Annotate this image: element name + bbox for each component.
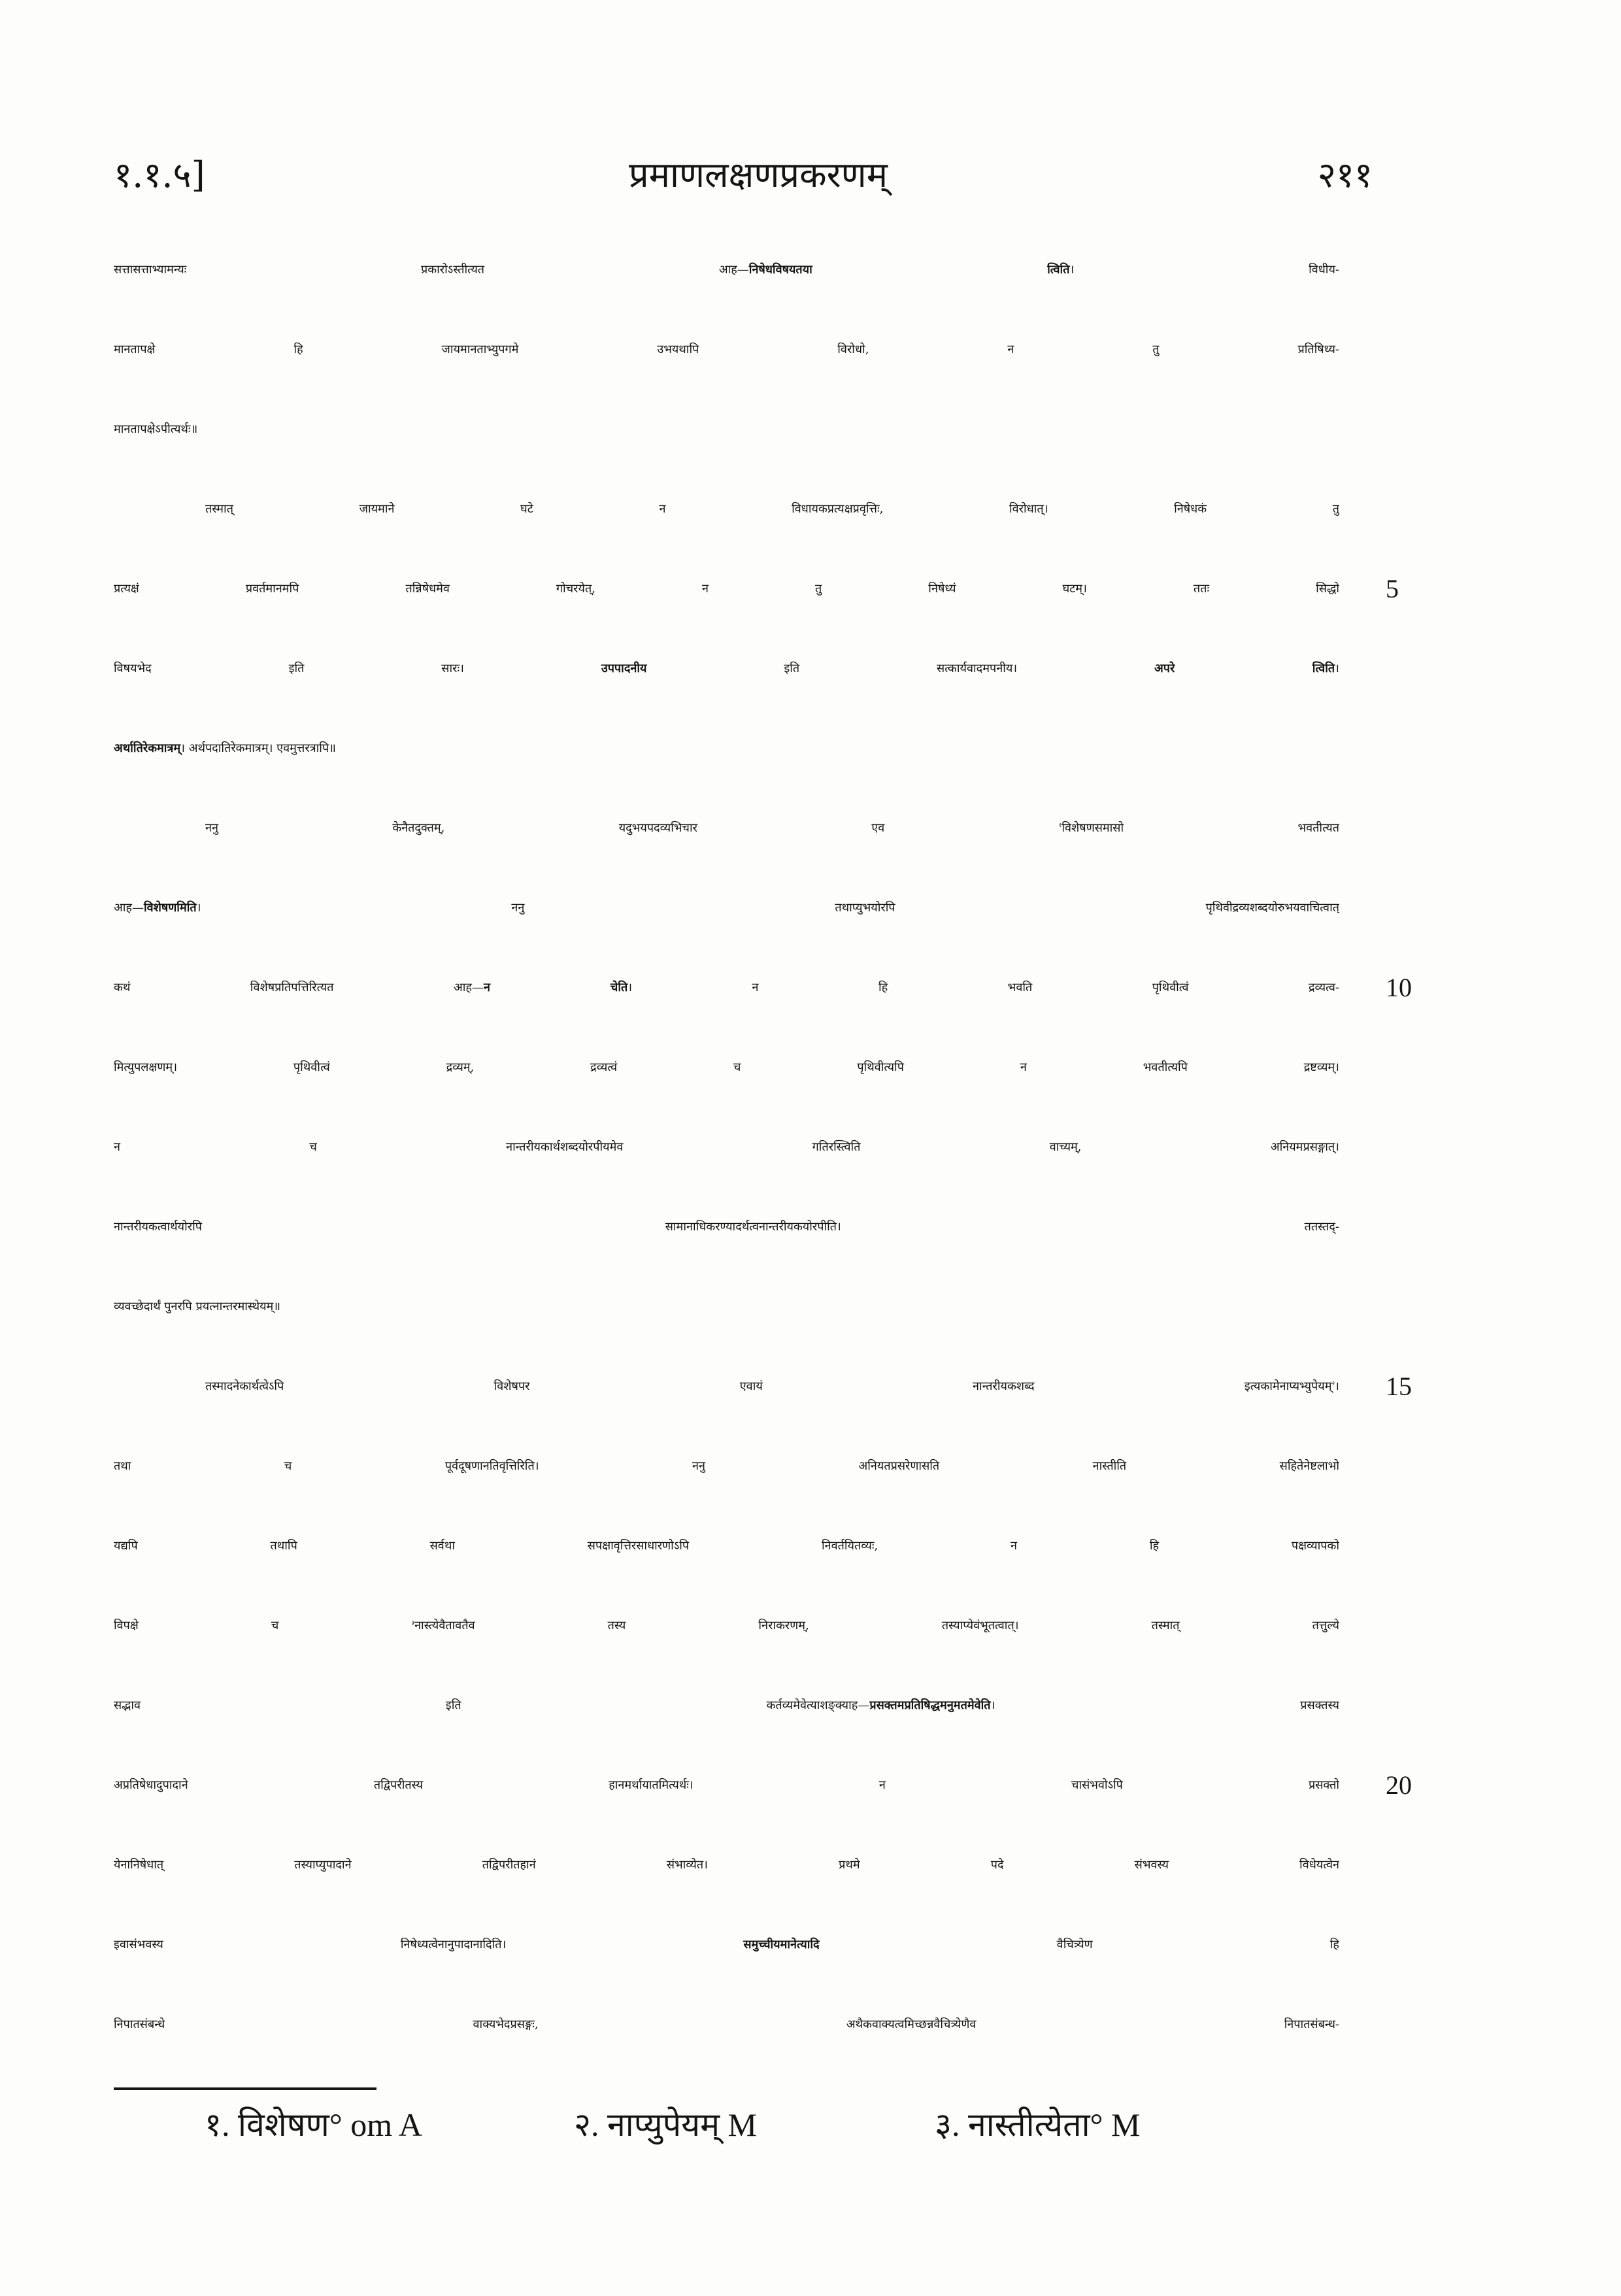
text-run: नास्त्येवैतावतैव तस्य निराकरणम्, तस्याप्येवंभूतत्वात्। तस्मात् तत्तुल्ये (414, 1619, 1339, 1632)
text-line (114, 1985, 1339, 2065)
line-text (114, 1107, 1339, 1187)
footnote-reference: ३ (411, 1620, 415, 1627)
line-text (114, 310, 1339, 390)
text-run: सद्भाव इति कर्तव्यमेवेत्याशङ्क्याह— (114, 1698, 870, 1712)
text-run: नान्तरीयकत्वार्थयोरपि सामानाधिकरण्यादर्थत्वनान्तरीयकयोरपीति। ततस्तद्- (114, 1220, 1339, 1234)
text-run: प्रत्यक्षं प्रवर्तमानमपि तन्निषेधमेव गोचरयेत्, न तु निषेध्यं घटम्। ततः सिद्धो (114, 582, 1339, 596)
text-run: आह— (114, 901, 144, 915)
text-line (114, 1267, 1339, 1347)
line-text (114, 709, 1339, 788)
text-line (114, 1187, 1339, 1267)
text-run: । (1335, 662, 1339, 675)
line-text (114, 1267, 1339, 1347)
bold-lemma: अपरे त्विति (1154, 662, 1335, 675)
text-run: इवासंभवस्य निषेध्यत्वेनानुपादानादिति। (114, 1938, 744, 1951)
line-text (114, 948, 1339, 1028)
text-run: विषयभेद इति सारः। (114, 662, 601, 675)
text-run: व्यवच्छेदार्थं पुनरपि प्रयत्नान्तरमास्थेयम्॥ (114, 1300, 281, 1313)
footnote (935, 2099, 1141, 2151)
line-text (114, 469, 1339, 549)
footnote-reference: २ (1331, 1381, 1335, 1388)
text-run: इति सत्कार्यवादमपनीय। (646, 662, 1155, 675)
line-text (114, 1985, 1339, 2065)
text-run: । विधीय- (1069, 263, 1339, 277)
footnote-rule (114, 2087, 376, 2090)
bold-lemma: न चेति (483, 981, 628, 994)
paragraph (114, 1347, 1412, 2065)
bold-lemma: प्रसक्तमप्रतिषिद्धमनुमतमेवेति (869, 1698, 991, 1712)
footnote-text: नास्तीत्येता° M (968, 2106, 1141, 2143)
line-number: 20 (1386, 1770, 1412, 1800)
text-line (114, 1347, 1412, 1427)
text-line (114, 1666, 1339, 1746)
text-line (114, 868, 1339, 948)
bold-lemma: निषेधविषयतया त्विति (748, 263, 1070, 277)
text-run: ननु केनैतदुक्तम्, यदुभयपदव्यभिचार एव (205, 821, 1059, 835)
footnote-text: नाप्युपेयम् M (607, 2106, 758, 2143)
text-line (114, 788, 1339, 868)
text-line (114, 1586, 1339, 1666)
text-line (114, 549, 1399, 629)
bold-lemma: उपपादनीय (601, 662, 647, 675)
footnote (574, 2099, 757, 2151)
text-run: न च नान्तरीयकार्थशब्दयोरपीयमेव गतिरस्त्विति वाच्यम्, अनियमप्रसङ्गात्। (114, 1140, 1339, 1154)
line-text (114, 390, 1339, 469)
text-run: यद्यपि तथापि सर्वथा सपक्षावृत्तिरसाधारणोऽपि निवर्तयितव्यः, न हि पक्षव्यापको (114, 1539, 1339, 1553)
page-number: २११ (1317, 154, 1373, 195)
text-line (114, 1028, 1339, 1107)
footnote-number: ३. (935, 2106, 960, 2143)
text-run: मानतापक्षेऽपीत्यर्थः॥ (114, 422, 198, 436)
text-line (114, 1825, 1339, 1905)
line-text (114, 1347, 1339, 1427)
text-run: मित्युपलक्षणम्। पृथिवीत्वं द्रव्यम्, द्रव्यत्वं च पृथिवीत्यपि न भवतीत्यपि द्रष्टव्यम्। (114, 1060, 1339, 1074)
text-run: तस्मादनेकार्थत्वेऽपि विशेषपर एवायं नान्तरीयकशब्द इत्यकामेनाप्यभ्युपेयम् (205, 1379, 1332, 1393)
text-run: अप्रतिषेधादुपादाने तद्विपरीतस्य हानमर्थायातमित्यर्थः। न चासंभवोऽपि प्रसक्तो (114, 1778, 1339, 1792)
text-run: वैचित्र्येण हि (819, 1938, 1339, 1951)
text-line (114, 230, 1339, 310)
footnote-number: १. (205, 2106, 230, 2143)
bold-lemma: विशेषणमिति (143, 901, 197, 915)
text-line (114, 629, 1339, 709)
line-text (114, 629, 1339, 709)
text-run: तस्मात् जायमाने घटे न विधायकप्रत्यक्षप्रवृत्तिः, विरोधात्। निषेधकं तु (205, 502, 1339, 516)
commentary-text (114, 230, 1412, 2065)
text-run: विपक्षे च (114, 1619, 412, 1632)
text-line (114, 310, 1339, 390)
text-line (114, 1746, 1412, 1825)
text-run: तथा च पूर्वदूषणानतिवृत्तिरिति। ननु अनियतप्रसरेणासति नास्तीति सहितेनेष्टलाभो (114, 1459, 1339, 1473)
text-run: येनानिषेधात् तस्याप्युपादाने तद्विपरीतहानं संभाव्येत। प्रथमे पदे संभवस्य विधेयत्वेन (114, 1858, 1339, 1872)
text-run: मानतापक्षे हि जायमानताभ्युपगमे उभयथापि विरोधो, न तु प्रतिषिध्य- (114, 343, 1339, 356)
text-line (114, 1427, 1339, 1506)
text-run: निपातसंबन्धे वाक्यभेदप्रसङ्गः, अथैकवाक्यत्वमिच्छन्नवैचित्र्येणैव निपातसंबन्ध- (114, 2017, 1339, 2031)
paragraph (114, 469, 1399, 788)
line-text (114, 788, 1339, 868)
footnote-reference: १ (1058, 822, 1062, 830)
text-run: विशेषणसमासो भवतीत्यत (1061, 821, 1339, 835)
paragraph (114, 230, 1339, 469)
line-text (114, 1586, 1339, 1666)
text-run: । (1335, 1379, 1339, 1393)
section-reference: १.१.५] (114, 154, 205, 195)
text-line (114, 390, 1339, 469)
text-line (114, 948, 1412, 1028)
text-line (114, 1905, 1339, 1985)
line-text (114, 1666, 1339, 1746)
line-text (114, 1427, 1339, 1506)
text-run: कथं विशेषप्रतिपत्तिरित्यत आह— (114, 981, 484, 994)
line-text (114, 230, 1339, 310)
text-line (114, 469, 1339, 549)
text-line (114, 709, 1339, 788)
footnote (205, 2099, 422, 2151)
line-number: 10 (1386, 973, 1412, 1002)
footnote-text: विशेषण° om A (238, 2106, 423, 2143)
text-run: सत्तासत्ताभ्यामन्यः प्रकारोऽस्तीत्यत आह— (114, 263, 749, 277)
line-number: 5 (1386, 574, 1399, 603)
line-text (114, 1506, 1339, 1586)
line-text (114, 1746, 1339, 1825)
bold-lemma: अर्थातिरेकमात्रम् (114, 741, 181, 755)
paragraph (114, 788, 1412, 1347)
line-text (114, 868, 1339, 948)
line-text (114, 1028, 1339, 1107)
text-run: । अर्थपदातिरेकमात्रम्। एवमुत्तरत्रापि॥ (180, 741, 336, 755)
text-run: । प्रसक्तस्य (990, 1698, 1339, 1712)
line-text (114, 1825, 1339, 1905)
text-line (114, 1107, 1339, 1187)
footnote-number: २. (574, 2106, 599, 2143)
running-title: प्रमाणलक्षणप्रकरणम् (628, 154, 888, 195)
line-number: 15 (1386, 1372, 1412, 1401)
line-text (114, 1187, 1339, 1267)
line-text (114, 1905, 1339, 1985)
bold-lemma: समुच्चीयमानेत्यादि (743, 1938, 820, 1951)
line-text (114, 549, 1339, 629)
text-run: । न हि भवति पृथिवीत्वं द्रव्यत्व- (627, 981, 1339, 994)
text-run: । ननु तथाप्युभयोरपि पृथिवीद्रव्यशब्दयोरुभयवाचित्वात् (196, 901, 1339, 915)
text-line (114, 1506, 1339, 1586)
